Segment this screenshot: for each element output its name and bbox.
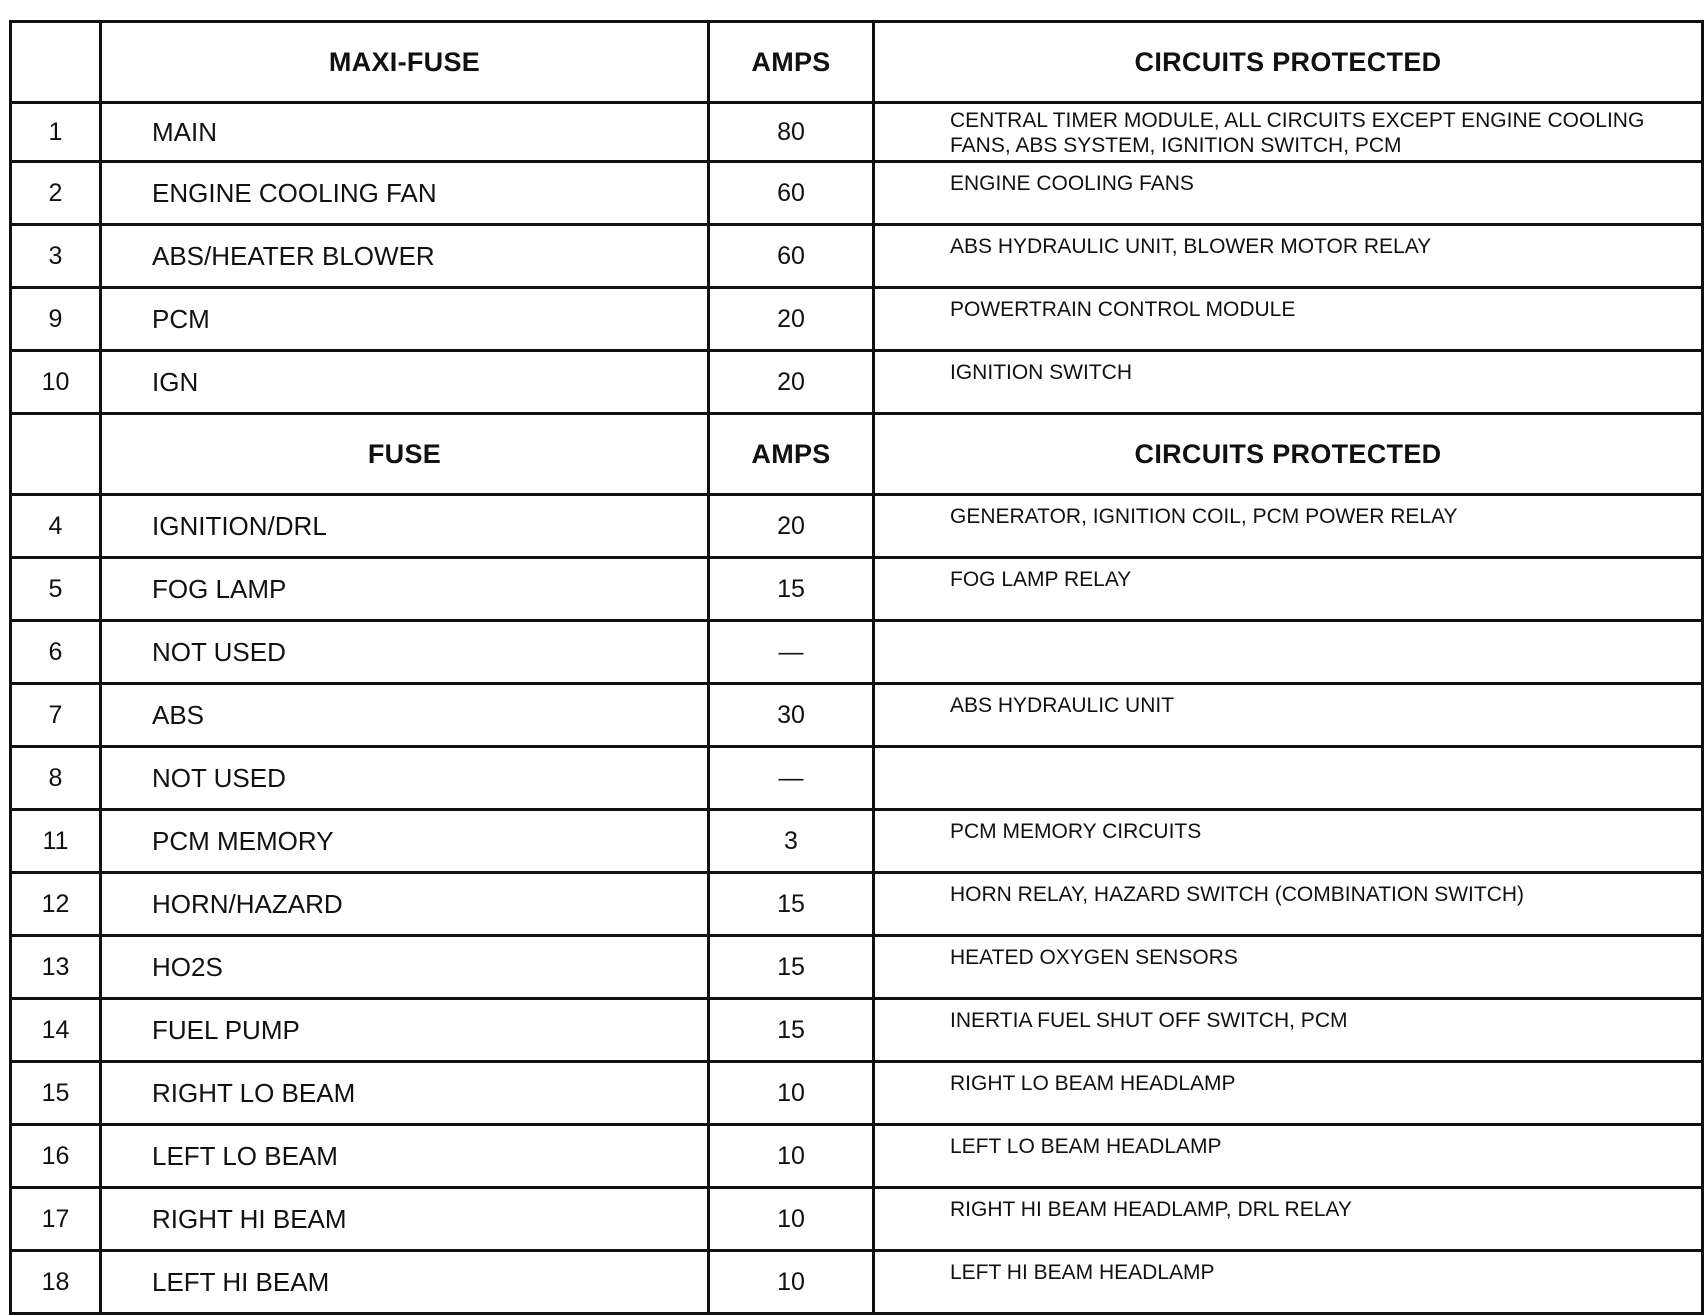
fuse-amps: 10 bbox=[709, 1125, 874, 1188]
fuse-number: 8 bbox=[11, 747, 101, 810]
fuse-header-row bbox=[11, 414, 1703, 495]
circuits-protected: RIGHT HI BEAM HEADLAMP, DRL RELAY bbox=[874, 1188, 1703, 1251]
circuits-protected: LEFT LO BEAM HEADLAMP bbox=[874, 1125, 1703, 1188]
fuse-number: 14 bbox=[11, 999, 101, 1062]
circuits-protected: RIGHT LO BEAM HEADLAMP bbox=[874, 1062, 1703, 1125]
fuse-number: 15 bbox=[11, 1062, 101, 1125]
fuse-amps: 15 bbox=[709, 558, 874, 621]
table-row bbox=[11, 999, 1703, 1062]
fuse-number: 9 bbox=[11, 288, 101, 351]
fuse-amps: — bbox=[709, 747, 874, 810]
circuits-protected: HEATED OXYGEN SENSORS bbox=[874, 936, 1703, 999]
fuse-amps: 20 bbox=[709, 351, 874, 414]
table-row bbox=[11, 558, 1703, 621]
fuse-amps: 15 bbox=[709, 999, 874, 1062]
circuits-protected: ABS HYDRAULIC UNIT, BLOWER MOTOR RELAY bbox=[874, 225, 1703, 288]
fuse-name: ABS bbox=[101, 684, 709, 747]
fuse-number: 16 bbox=[11, 1125, 101, 1188]
fuse-number: 11 bbox=[11, 810, 101, 873]
circuits-protected: CENTRAL TIMER MODULE, ALL CIRCUITS EXCEPT ENGINE COOLING FANS, ABS SYSTEM, IGNITION SWITCH, PCM bbox=[874, 103, 1703, 162]
fuse-amps: 15 bbox=[709, 936, 874, 999]
fuse-number: 1 bbox=[11, 103, 101, 162]
fuse-amps: 15 bbox=[709, 873, 874, 936]
fuse-amps: 60 bbox=[709, 162, 874, 225]
fuse-name: FUEL PUMP bbox=[101, 999, 709, 1062]
fuse-amps: 10 bbox=[709, 1062, 874, 1125]
table-row bbox=[11, 162, 1703, 225]
header-amps: AMPS bbox=[709, 414, 874, 495]
table-row bbox=[11, 225, 1703, 288]
header-fuse: FUSE bbox=[101, 414, 709, 495]
fuse-number: 5 bbox=[11, 558, 101, 621]
table-row bbox=[11, 936, 1703, 999]
table-row bbox=[11, 810, 1703, 873]
circuits-protected: ABS HYDRAULIC UNIT bbox=[874, 684, 1703, 747]
fuse-name: FOG LAMP bbox=[101, 558, 709, 621]
circuits-protected: LEFT HI BEAM HEADLAMP bbox=[874, 1251, 1703, 1314]
fuse-name: PCM MEMORY bbox=[101, 810, 709, 873]
fuse-table bbox=[9, 20, 1704, 1315]
table-row bbox=[11, 351, 1703, 414]
header-circuits-protected: CIRCUITS PROTECTED bbox=[874, 414, 1703, 495]
fuse-name: NOT USED bbox=[101, 747, 709, 810]
fuse-name: IGN bbox=[101, 351, 709, 414]
fuse-name: RIGHT HI BEAM bbox=[101, 1188, 709, 1251]
circuits-protected bbox=[874, 621, 1703, 684]
circuits-protected: HORN RELAY, HAZARD SWITCH (COMBINATION SWITCH) bbox=[874, 873, 1703, 936]
table-row bbox=[11, 1251, 1703, 1314]
circuits-protected bbox=[874, 747, 1703, 810]
circuits-protected: GENERATOR, IGNITION COIL, PCM POWER RELAY bbox=[874, 495, 1703, 558]
circuits-protected: ENGINE COOLING FANS bbox=[874, 162, 1703, 225]
fuse-number: 4 bbox=[11, 495, 101, 558]
table-row bbox=[11, 621, 1703, 684]
table-row bbox=[11, 1188, 1703, 1251]
fuse-amps: 3 bbox=[709, 810, 874, 873]
fuse-name: ENGINE COOLING FAN bbox=[101, 162, 709, 225]
header-number-cell bbox=[11, 414, 101, 495]
circuits-protected: INERTIA FUEL SHUT OFF SWITCH, PCM bbox=[874, 999, 1703, 1062]
header-number-cell bbox=[11, 22, 101, 103]
table-row bbox=[11, 1125, 1703, 1188]
fuse-amps: 30 bbox=[709, 684, 874, 747]
fuse-number: 10 bbox=[11, 351, 101, 414]
fuse-number: 13 bbox=[11, 936, 101, 999]
fuse-amps: 20 bbox=[709, 495, 874, 558]
fuse-name: ABS/HEATER BLOWER bbox=[101, 225, 709, 288]
fuse-amps: 80 bbox=[709, 103, 874, 162]
fuse-amps: 10 bbox=[709, 1251, 874, 1314]
header-amps: AMPS bbox=[709, 22, 874, 103]
table-row bbox=[11, 103, 1703, 162]
fuse-name: RIGHT LO BEAM bbox=[101, 1062, 709, 1125]
fuse-number: 17 bbox=[11, 1188, 101, 1251]
fuse-number: 12 bbox=[11, 873, 101, 936]
circuits-protected: POWERTRAIN CONTROL MODULE bbox=[874, 288, 1703, 351]
fuse-name: MAIN bbox=[101, 103, 709, 162]
fuse-number: 6 bbox=[11, 621, 101, 684]
fuse-number: 3 bbox=[11, 225, 101, 288]
fuse-amps: 20 bbox=[709, 288, 874, 351]
maxi-fuse-header-row bbox=[11, 22, 1703, 103]
table-row bbox=[11, 684, 1703, 747]
fuse-name: LEFT LO BEAM bbox=[101, 1125, 709, 1188]
table-row bbox=[11, 1062, 1703, 1125]
fuse-name: LEFT HI BEAM bbox=[101, 1251, 709, 1314]
fuse-name: PCM bbox=[101, 288, 709, 351]
table-row bbox=[11, 747, 1703, 810]
fuse-number: 2 bbox=[11, 162, 101, 225]
table-row bbox=[11, 873, 1703, 936]
circuits-protected: IGNITION SWITCH bbox=[874, 351, 1703, 414]
header-maxi-fuse: MAXI-FUSE bbox=[101, 22, 709, 103]
fuse-number: 7 bbox=[11, 684, 101, 747]
header-circuits-protected: CIRCUITS PROTECTED bbox=[874, 22, 1703, 103]
fuse-name: NOT USED bbox=[101, 621, 709, 684]
fuse-name: HORN/HAZARD bbox=[101, 873, 709, 936]
fuse-amps: 10 bbox=[709, 1188, 874, 1251]
circuits-protected: FOG LAMP RELAY bbox=[874, 558, 1703, 621]
fuse-number: 18 bbox=[11, 1251, 101, 1314]
table-row bbox=[11, 495, 1703, 558]
circuits-protected: PCM MEMORY CIRCUITS bbox=[874, 810, 1703, 873]
fuse-amps: 60 bbox=[709, 225, 874, 288]
fuse-name: HO2S bbox=[101, 936, 709, 999]
fuse-amps: — bbox=[709, 621, 874, 684]
table-row bbox=[11, 288, 1703, 351]
fuse-name: IGNITION/DRL bbox=[101, 495, 709, 558]
